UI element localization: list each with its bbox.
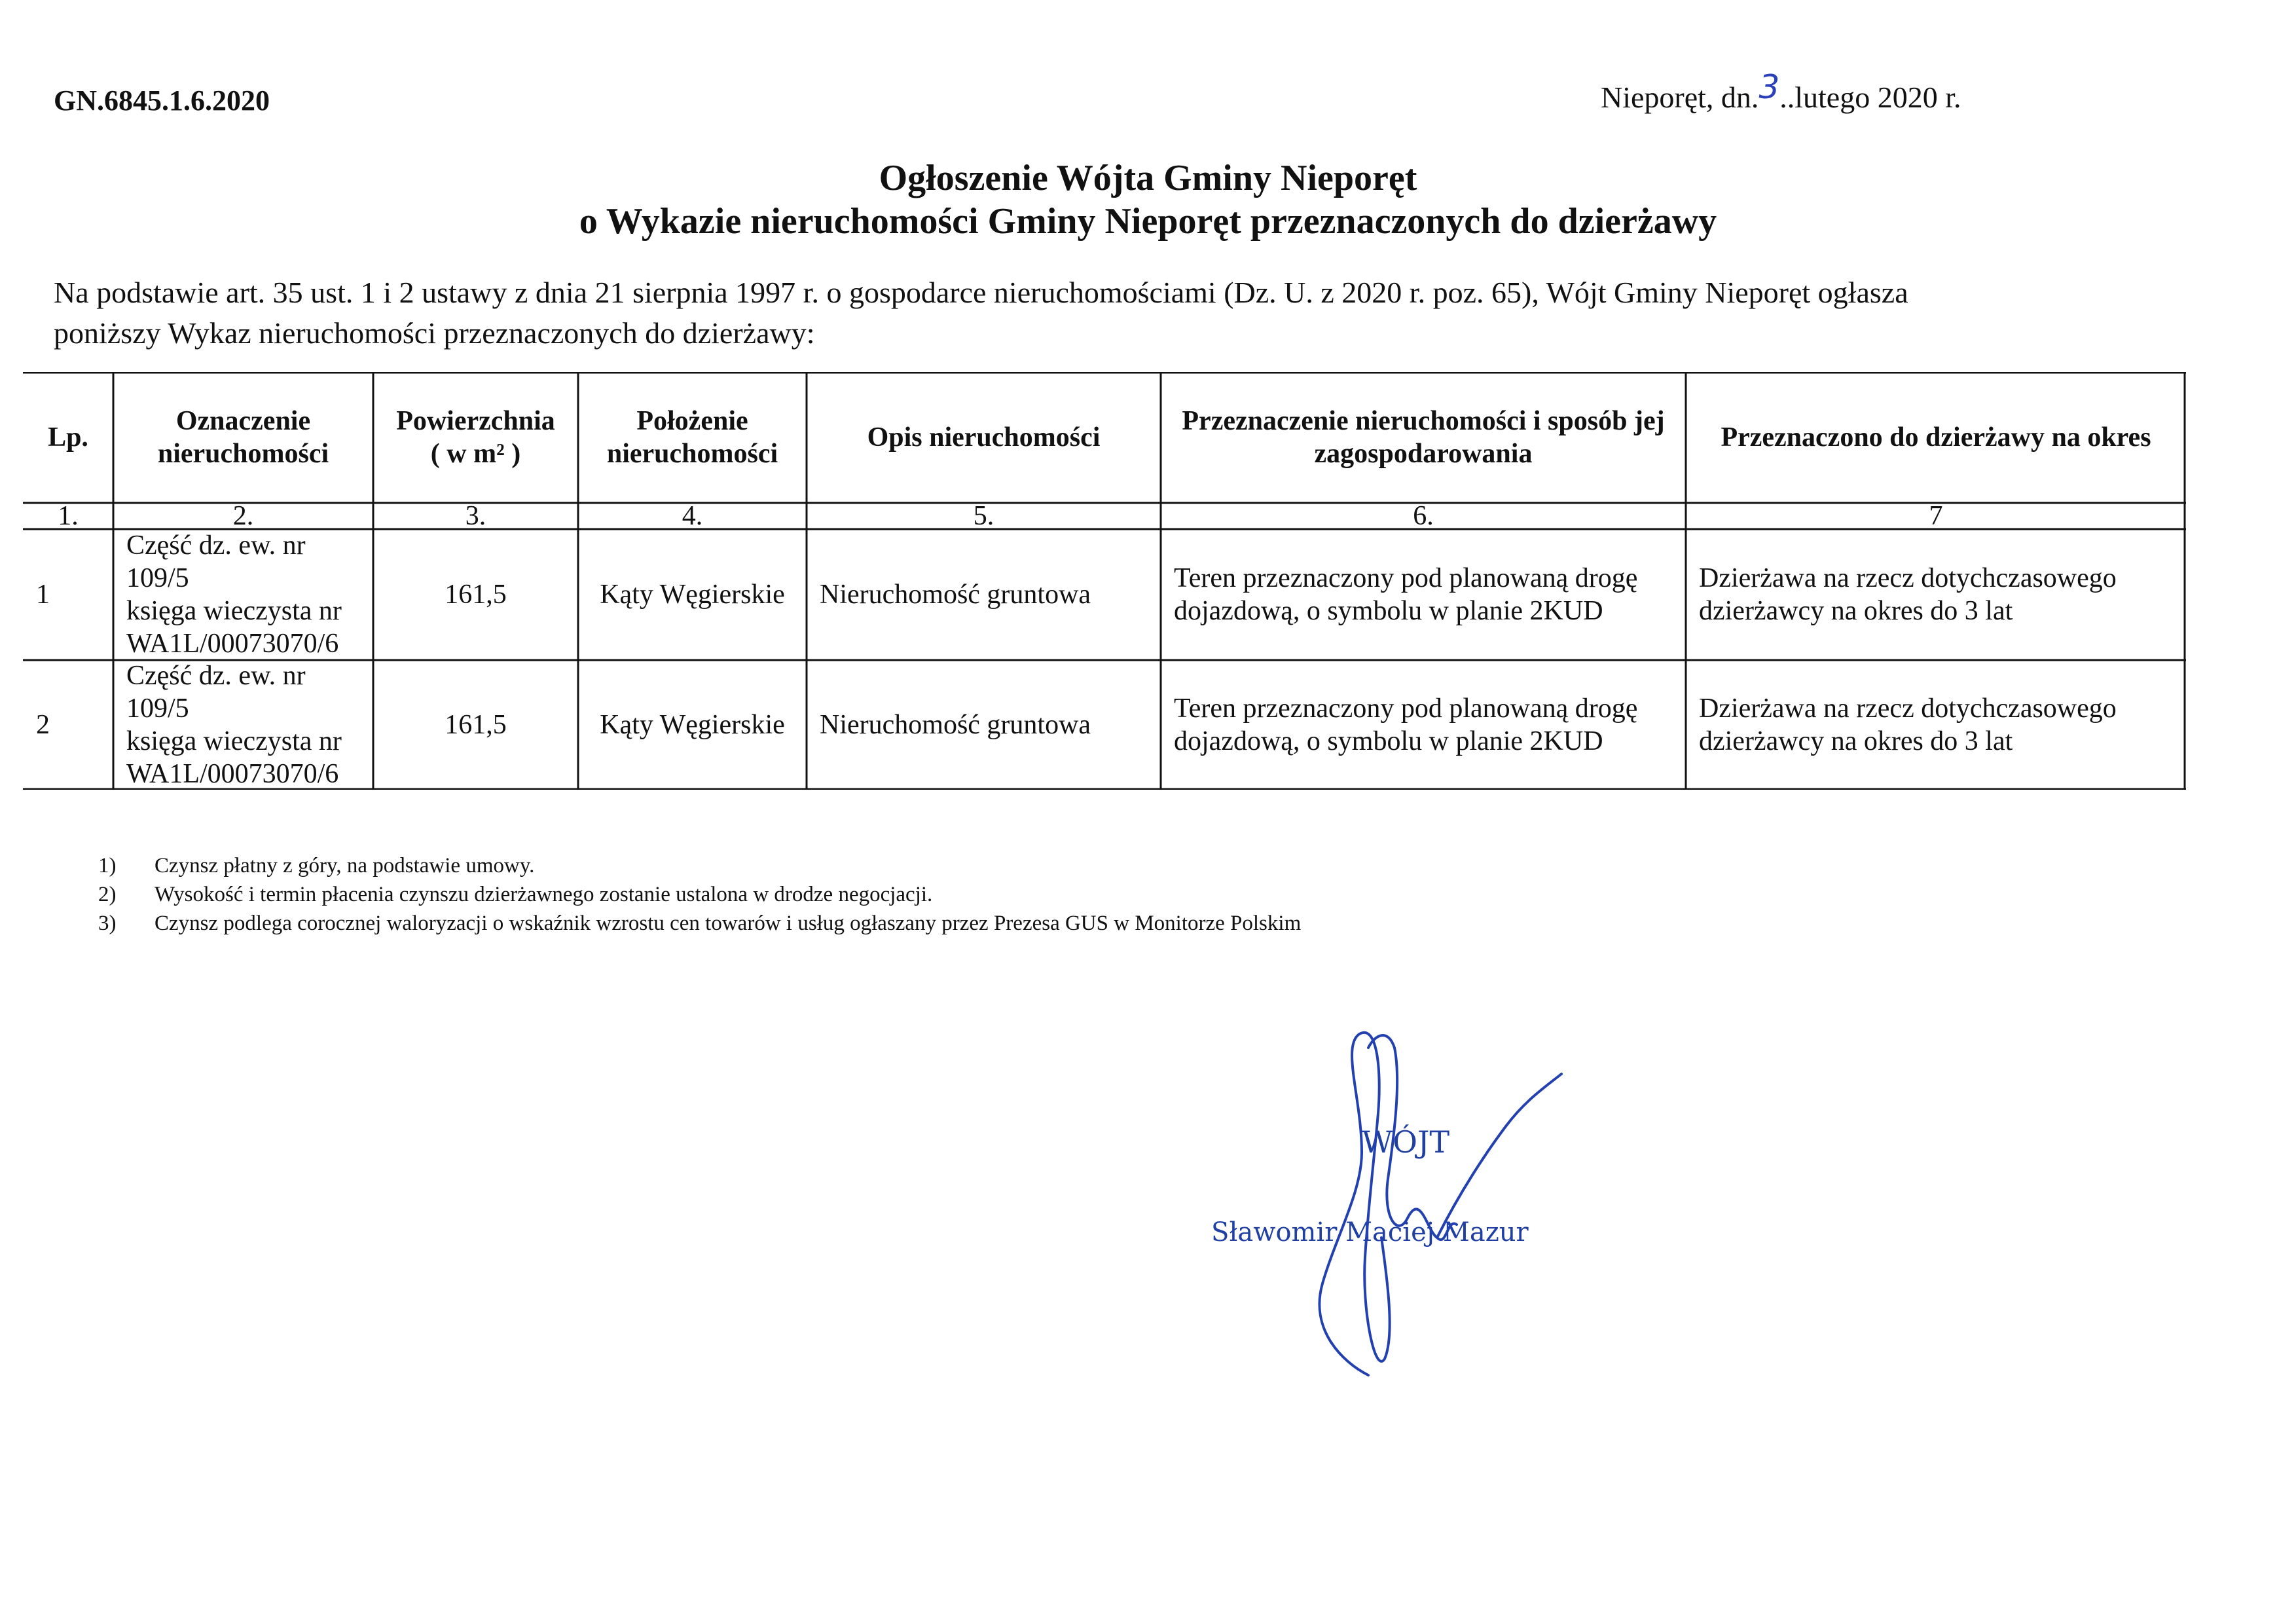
column-number: 6. xyxy=(1413,501,1434,531)
table-cell-purpose: Teren przeznaczony pod planowaną drogę dojazdową, o symbolu w planie 2KUD xyxy=(1174,693,1638,756)
intro-line-1: Na podstawie art. 35 ust. 1 i 2 ustawy z dnia 21 sierpnia 1997 r. o gospodarce nieruchomościami (Dz. U. z 2020 r. poz. 65), Wójt Gminy Nieporęt ogłasza xyxy=(54,276,1908,309)
table-cell-period: Dzierżawa na rzecz dotychczasowego dzierżawcy na okres do 3 lat xyxy=(1699,693,2117,756)
header-description: Opis nieruchomości xyxy=(867,422,1101,452)
table-cell-purpose: Teren przeznaczony pod planowaną drogę dojazdową, o symbolu w planie 2KUD xyxy=(1174,563,1638,626)
header-area: Powierzchnia ( w m² ) xyxy=(396,406,555,469)
table-cell-description: Nieruchomość gruntowa xyxy=(820,710,1091,740)
footnote-number: 1) xyxy=(98,854,117,877)
column-number: 5. xyxy=(973,501,994,531)
announcement-subtitle: o Wykazie nieruchomości Gminy Nieporęt przeznaczonych do dzierżawy xyxy=(579,201,1717,242)
table-cell-lp: 2 xyxy=(36,710,50,740)
table-cell-area: 161,5 xyxy=(445,580,507,610)
handwritten-day: 3 xyxy=(1758,68,1780,106)
date-suffix: ..lutego 2020 r. xyxy=(1779,81,1961,114)
stamp-title: WÓJT xyxy=(1362,1124,1450,1160)
intro-paragraph xyxy=(54,272,2214,354)
footnote-text: Wysokość i termin płacenia czynszu dzierżawnego zostanie ustalona w drodze negocjacji. xyxy=(155,883,933,906)
table-cell-location: Kąty Węgierskie xyxy=(600,710,785,740)
footnote-text: Czynsz płatny z góry, na podstawie umowy. xyxy=(155,854,535,877)
stamp-name: Sławomir Maciej Mazur xyxy=(1211,1217,1529,1247)
footnotes xyxy=(98,851,1301,938)
table-cell-designation: Część dz. ew. nr 109/5 księga wieczysta nr WA1L/00073070/6 xyxy=(126,661,342,789)
footnote-item xyxy=(98,851,1301,880)
column-number: 2. xyxy=(232,501,254,531)
column-number: 1. xyxy=(58,501,79,531)
header-location: Położenie nieruchomości xyxy=(606,406,778,469)
footnote-item xyxy=(98,909,1301,938)
footnote-item xyxy=(98,880,1301,909)
signature-graphic xyxy=(1211,1022,1630,1401)
handwritten-signature xyxy=(1319,1033,1561,1375)
document-reference-number: GN.6845.1.6.2020 xyxy=(54,84,270,117)
header-designation: Oznaczenie nieruchomości xyxy=(157,406,329,469)
footnote-number: 3) xyxy=(98,912,117,935)
property-table xyxy=(23,372,2186,790)
footnote-number: 2) xyxy=(98,883,117,906)
header-purpose: Przeznaczenie nieruchomości i sposób jej zagospodarowania xyxy=(1182,406,1665,469)
table-cell-location: Kąty Węgierskie xyxy=(600,580,785,610)
column-number: 4. xyxy=(682,501,703,531)
table-cell-lp: 1 xyxy=(36,580,50,610)
document-date xyxy=(1601,68,1961,115)
announcement-title: Ogłoszenie Wójta Gminy Nieporęt xyxy=(879,158,1417,198)
table-cell-period: Dzierżawa na rzecz dotychczasowego dzierżawcy na okres do 3 lat xyxy=(1699,563,2117,626)
intro-line-2: poniższy Wykaz nieruchomości przeznaczonych do dzierżawy: xyxy=(54,316,815,350)
column-number: 3. xyxy=(465,501,486,531)
header-lp: Lp. xyxy=(48,422,88,452)
footnote-text: Czynsz podlega corocznej waloryzacji o wskaźnik wzrostu cen towarów i usług ogłaszany przez Prezesa GUS w Monitorze Polskim xyxy=(155,912,1302,935)
column-number: 7 xyxy=(1929,501,1943,531)
table-cell-designation: Część dz. ew. nr 109/5 księga wieczysta nr WA1L/00073070/6 xyxy=(126,530,342,659)
date-prefix: Nieporęt, dn. xyxy=(1601,81,1759,114)
table-cell-area: 161,5 xyxy=(445,710,507,740)
signature-and-stamp xyxy=(1211,1022,1630,1401)
header-period: Przeznaczono do dzierżawy na okres xyxy=(1721,422,2151,452)
table-cell-description: Nieruchomość gruntowa xyxy=(820,580,1091,610)
